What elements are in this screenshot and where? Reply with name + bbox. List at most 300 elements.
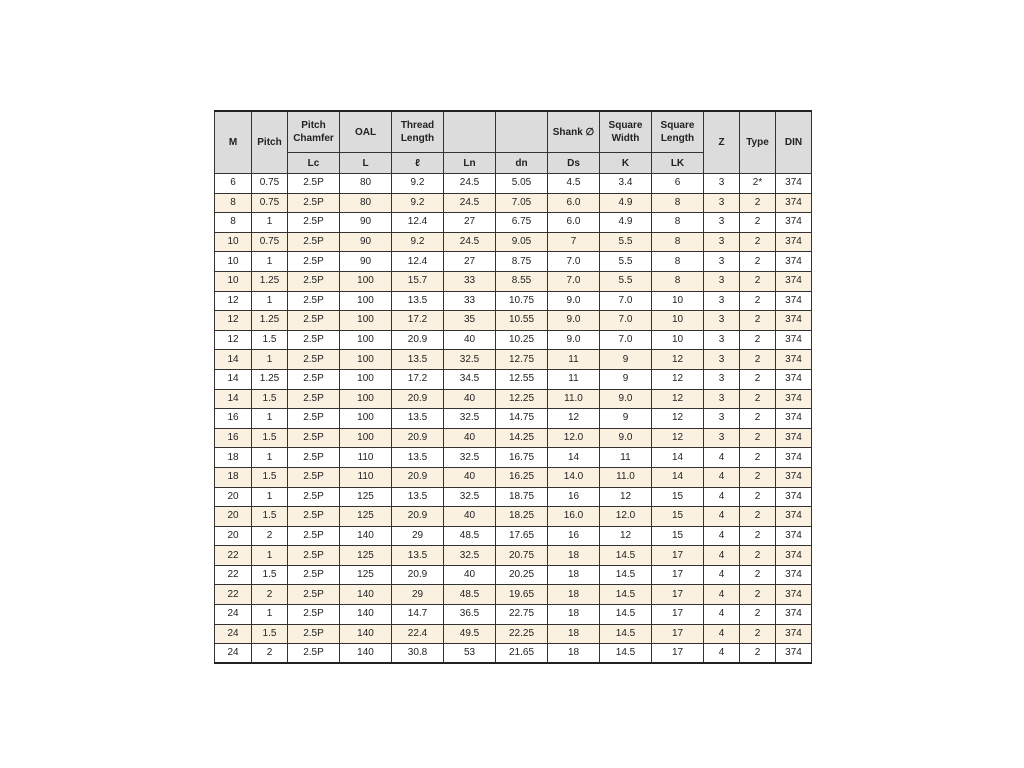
table-row bbox=[215, 448, 812, 468]
subheader-lk: LK bbox=[652, 153, 704, 174]
cell-dn: 12.55 bbox=[496, 369, 548, 389]
cell-square-length: 15 bbox=[652, 487, 704, 507]
table-row bbox=[215, 467, 812, 487]
cell-square-length: 14 bbox=[652, 467, 704, 487]
table-row bbox=[215, 546, 812, 566]
cell-thread-length: 20.9 bbox=[392, 507, 444, 527]
cell-din: 374 bbox=[776, 213, 812, 233]
table-row bbox=[215, 291, 812, 311]
cell-din: 374 bbox=[776, 350, 812, 370]
cell-pitch: 1 bbox=[252, 213, 288, 233]
cell-pitch: 1 bbox=[252, 487, 288, 507]
cell-thread-length: 20.9 bbox=[392, 330, 444, 350]
cell-pitch: 0.75 bbox=[252, 232, 288, 252]
cell-oal: 125 bbox=[340, 565, 392, 585]
cell-lc: 2.5P bbox=[288, 252, 340, 272]
cell-z: 3 bbox=[704, 291, 740, 311]
cell-pitch: 1.25 bbox=[252, 369, 288, 389]
cell-lc: 2.5P bbox=[288, 369, 340, 389]
cell-ln: 40 bbox=[444, 565, 496, 585]
cell-z: 3 bbox=[704, 428, 740, 448]
cell-thread-length: 9.2 bbox=[392, 232, 444, 252]
cell-m: 16 bbox=[215, 409, 252, 429]
cell-lc: 2.5P bbox=[288, 193, 340, 213]
cell-din: 374 bbox=[776, 252, 812, 272]
cell-lc: 2.5P bbox=[288, 448, 340, 468]
cell-lc: 2.5P bbox=[288, 467, 340, 487]
cell-z: 3 bbox=[704, 174, 740, 194]
cell-ln: 24.5 bbox=[444, 174, 496, 194]
cell-din: 374 bbox=[776, 271, 812, 291]
cell-square-width: 11 bbox=[600, 448, 652, 468]
cell-lc: 2.5P bbox=[288, 585, 340, 605]
cell-shank: 9.0 bbox=[548, 291, 600, 311]
cell-lc: 2.5P bbox=[288, 624, 340, 644]
cell-pitch: 1 bbox=[252, 448, 288, 468]
cell-pitch: 0.75 bbox=[252, 174, 288, 194]
cell-ln: 32.5 bbox=[444, 350, 496, 370]
cell-pitch: 1 bbox=[252, 252, 288, 272]
cell-z: 3 bbox=[704, 369, 740, 389]
cell-z: 4 bbox=[704, 487, 740, 507]
cell-oal: 110 bbox=[340, 448, 392, 468]
cell-m: 8 bbox=[215, 213, 252, 233]
cell-square-width: 14.5 bbox=[600, 585, 652, 605]
cell-thread-length: 20.9 bbox=[392, 389, 444, 409]
cell-square-width: 7.0 bbox=[600, 330, 652, 350]
cell-m: 22 bbox=[215, 565, 252, 585]
cell-din: 374 bbox=[776, 526, 812, 546]
cell-lc: 2.5P bbox=[288, 507, 340, 527]
cell-oal: 140 bbox=[340, 644, 392, 664]
header-z: Z bbox=[704, 111, 740, 174]
cell-pitch: 1.25 bbox=[252, 311, 288, 331]
table-row bbox=[215, 193, 812, 213]
cell-ln: 40 bbox=[444, 507, 496, 527]
cell-type: 2 bbox=[740, 644, 776, 664]
cell-type: 2 bbox=[740, 369, 776, 389]
cell-din: 374 bbox=[776, 428, 812, 448]
cell-pitch: 1 bbox=[252, 605, 288, 625]
cell-oal: 100 bbox=[340, 409, 392, 429]
cell-oal: 125 bbox=[340, 487, 392, 507]
cell-lc: 2.5P bbox=[288, 546, 340, 566]
cell-z: 3 bbox=[704, 213, 740, 233]
cell-square-width: 7.0 bbox=[600, 311, 652, 331]
cell-m: 24 bbox=[215, 624, 252, 644]
cell-shank: 16 bbox=[548, 526, 600, 546]
cell-type: 2* bbox=[740, 174, 776, 194]
cell-shank: 18 bbox=[548, 644, 600, 664]
cell-dn: 18.25 bbox=[496, 507, 548, 527]
cell-din: 374 bbox=[776, 467, 812, 487]
cell-thread-length: 17.2 bbox=[392, 369, 444, 389]
cell-square-length: 17 bbox=[652, 644, 704, 664]
cell-din: 374 bbox=[776, 369, 812, 389]
cell-pitch: 1 bbox=[252, 546, 288, 566]
cell-type: 2 bbox=[740, 565, 776, 585]
cell-thread-length: 13.5 bbox=[392, 409, 444, 429]
cell-dn: 20.75 bbox=[496, 546, 548, 566]
cell-ln: 35 bbox=[444, 311, 496, 331]
table-row bbox=[215, 213, 812, 233]
cell-z: 3 bbox=[704, 389, 740, 409]
cell-square-width: 7.0 bbox=[600, 291, 652, 311]
cell-dn: 21.65 bbox=[496, 644, 548, 664]
cell-pitch: 2 bbox=[252, 526, 288, 546]
cell-thread-length: 12.4 bbox=[392, 213, 444, 233]
cell-type: 2 bbox=[740, 330, 776, 350]
cell-dn: 7.05 bbox=[496, 193, 548, 213]
table-row bbox=[215, 409, 812, 429]
table-body bbox=[215, 174, 812, 664]
cell-pitch: 1 bbox=[252, 350, 288, 370]
table-row bbox=[215, 350, 812, 370]
cell-lc: 2.5P bbox=[288, 389, 340, 409]
cell-din: 374 bbox=[776, 448, 812, 468]
cell-m: 14 bbox=[215, 350, 252, 370]
cell-z: 4 bbox=[704, 644, 740, 664]
cell-shank: 6.0 bbox=[548, 213, 600, 233]
cell-dn: 22.75 bbox=[496, 605, 548, 625]
cell-type: 2 bbox=[740, 624, 776, 644]
cell-ln: 33 bbox=[444, 271, 496, 291]
cell-din: 374 bbox=[776, 585, 812, 605]
cell-lc: 2.5P bbox=[288, 311, 340, 331]
cell-z: 3 bbox=[704, 232, 740, 252]
cell-thread-length: 17.2 bbox=[392, 311, 444, 331]
cell-square-width: 12.0 bbox=[600, 507, 652, 527]
cell-square-length: 17 bbox=[652, 585, 704, 605]
cell-square-length: 8 bbox=[652, 193, 704, 213]
cell-dn: 14.25 bbox=[496, 428, 548, 448]
cell-din: 374 bbox=[776, 605, 812, 625]
cell-type: 2 bbox=[740, 311, 776, 331]
cell-shank: 7.0 bbox=[548, 271, 600, 291]
cell-thread-length: 20.9 bbox=[392, 428, 444, 448]
cell-oal: 125 bbox=[340, 507, 392, 527]
cell-pitch: 1.5 bbox=[252, 428, 288, 448]
cell-square-length: 17 bbox=[652, 605, 704, 625]
cell-lc: 2.5P bbox=[288, 174, 340, 194]
header-type: Type bbox=[740, 111, 776, 174]
cell-square-length: 12 bbox=[652, 409, 704, 429]
cell-type: 2 bbox=[740, 467, 776, 487]
cell-square-width: 4.9 bbox=[600, 213, 652, 233]
cell-lc: 2.5P bbox=[288, 291, 340, 311]
cell-dn: 20.25 bbox=[496, 565, 548, 585]
cell-square-width: 5.5 bbox=[600, 271, 652, 291]
table-row bbox=[215, 232, 812, 252]
header-pitch: Pitch bbox=[252, 111, 288, 174]
header-ln-blank bbox=[444, 111, 496, 153]
cell-z: 4 bbox=[704, 526, 740, 546]
cell-square-width: 11.0 bbox=[600, 467, 652, 487]
cell-pitch: 1 bbox=[252, 409, 288, 429]
cell-pitch: 1.5 bbox=[252, 389, 288, 409]
cell-ln: 32.5 bbox=[444, 546, 496, 566]
cell-type: 2 bbox=[740, 487, 776, 507]
cell-thread-length: 29 bbox=[392, 585, 444, 605]
cell-dn: 12.25 bbox=[496, 389, 548, 409]
header-dn-blank bbox=[496, 111, 548, 153]
cell-ln: 27 bbox=[444, 213, 496, 233]
cell-ln: 34.5 bbox=[444, 369, 496, 389]
cell-ln: 40 bbox=[444, 389, 496, 409]
cell-shank: 7.0 bbox=[548, 252, 600, 272]
table-row bbox=[215, 624, 812, 644]
cell-thread-length: 13.5 bbox=[392, 546, 444, 566]
cell-square-width: 14.5 bbox=[600, 565, 652, 585]
cell-dn: 12.75 bbox=[496, 350, 548, 370]
cell-dn: 14.75 bbox=[496, 409, 548, 429]
cell-thread-length: 22.4 bbox=[392, 624, 444, 644]
cell-shank: 18 bbox=[548, 624, 600, 644]
cell-m: 6 bbox=[215, 174, 252, 194]
cell-square-width: 14.5 bbox=[600, 644, 652, 664]
cell-square-length: 10 bbox=[652, 311, 704, 331]
cell-din: 374 bbox=[776, 174, 812, 194]
cell-pitch: 1.5 bbox=[252, 467, 288, 487]
subheader-lc: Lc bbox=[288, 153, 340, 174]
cell-z: 4 bbox=[704, 624, 740, 644]
cell-thread-length: 9.2 bbox=[392, 174, 444, 194]
cell-dn: 18.75 bbox=[496, 487, 548, 507]
cell-pitch: 1.5 bbox=[252, 565, 288, 585]
cell-square-length: 15 bbox=[652, 507, 704, 527]
cell-square-length: 17 bbox=[652, 624, 704, 644]
cell-z: 3 bbox=[704, 409, 740, 429]
cell-ln: 40 bbox=[444, 330, 496, 350]
cell-square-width: 3.4 bbox=[600, 174, 652, 194]
cell-square-width: 9 bbox=[600, 350, 652, 370]
cell-dn: 8.75 bbox=[496, 252, 548, 272]
cell-shank: 16.0 bbox=[548, 507, 600, 527]
cell-oal: 100 bbox=[340, 291, 392, 311]
cell-square-length: 8 bbox=[652, 232, 704, 252]
cell-z: 3 bbox=[704, 330, 740, 350]
cell-m: 8 bbox=[215, 193, 252, 213]
cell-dn: 10.25 bbox=[496, 330, 548, 350]
table-row bbox=[215, 174, 812, 194]
cell-shank: 18 bbox=[548, 585, 600, 605]
cell-oal: 100 bbox=[340, 350, 392, 370]
cell-dn: 10.75 bbox=[496, 291, 548, 311]
cell-square-length: 12 bbox=[652, 389, 704, 409]
cell-thread-length: 13.5 bbox=[392, 350, 444, 370]
cell-pitch: 2 bbox=[252, 585, 288, 605]
table-row bbox=[215, 507, 812, 527]
cell-m: 24 bbox=[215, 644, 252, 664]
cell-din: 374 bbox=[776, 644, 812, 664]
table-row bbox=[215, 526, 812, 546]
cell-lc: 2.5P bbox=[288, 232, 340, 252]
cell-type: 2 bbox=[740, 193, 776, 213]
table-row bbox=[215, 389, 812, 409]
cell-type: 2 bbox=[740, 507, 776, 527]
cell-shank: 18 bbox=[548, 565, 600, 585]
cell-type: 2 bbox=[740, 350, 776, 370]
cell-type: 2 bbox=[740, 428, 776, 448]
cell-dn: 9.05 bbox=[496, 232, 548, 252]
subheader-l: L bbox=[340, 153, 392, 174]
cell-ln: 24.5 bbox=[444, 193, 496, 213]
cell-dn: 22.25 bbox=[496, 624, 548, 644]
cell-square-width: 4.9 bbox=[600, 193, 652, 213]
subheader-k: K bbox=[600, 153, 652, 174]
cell-shank: 7 bbox=[548, 232, 600, 252]
cell-oal: 110 bbox=[340, 467, 392, 487]
cell-shank: 14.0 bbox=[548, 467, 600, 487]
cell-shank: 18 bbox=[548, 605, 600, 625]
cell-shank: 18 bbox=[548, 546, 600, 566]
cell-pitch: 0.75 bbox=[252, 193, 288, 213]
cell-dn: 5.05 bbox=[496, 174, 548, 194]
cell-type: 2 bbox=[740, 271, 776, 291]
cell-m: 22 bbox=[215, 546, 252, 566]
cell-thread-length: 30.8 bbox=[392, 644, 444, 664]
cell-dn: 10.55 bbox=[496, 311, 548, 331]
table-row bbox=[215, 487, 812, 507]
cell-m: 14 bbox=[215, 369, 252, 389]
table-row bbox=[215, 585, 812, 605]
cell-lc: 2.5P bbox=[288, 428, 340, 448]
cell-type: 2 bbox=[740, 585, 776, 605]
cell-dn: 6.75 bbox=[496, 213, 548, 233]
cell-square-length: 8 bbox=[652, 271, 704, 291]
cell-ln: 36.5 bbox=[444, 605, 496, 625]
cell-oal: 90 bbox=[340, 252, 392, 272]
cell-shank: 9.0 bbox=[548, 330, 600, 350]
cell-square-length: 10 bbox=[652, 330, 704, 350]
cell-dn: 8.55 bbox=[496, 271, 548, 291]
cell-din: 374 bbox=[776, 232, 812, 252]
subheader-ln: Ln bbox=[444, 153, 496, 174]
cell-oal: 125 bbox=[340, 546, 392, 566]
cell-thread-length: 13.5 bbox=[392, 487, 444, 507]
cell-m: 14 bbox=[215, 389, 252, 409]
cell-oal: 100 bbox=[340, 428, 392, 448]
cell-square-width: 5.5 bbox=[600, 252, 652, 272]
cell-type: 2 bbox=[740, 448, 776, 468]
cell-z: 4 bbox=[704, 467, 740, 487]
cell-square-length: 12 bbox=[652, 350, 704, 370]
cell-type: 2 bbox=[740, 232, 776, 252]
cell-ln: 40 bbox=[444, 467, 496, 487]
cell-z: 4 bbox=[704, 448, 740, 468]
subheader-ds: Ds bbox=[548, 153, 600, 174]
cell-type: 2 bbox=[740, 526, 776, 546]
cell-din: 374 bbox=[776, 624, 812, 644]
header-shank: Shank ∅ bbox=[548, 111, 600, 153]
cell-square-width: 5.5 bbox=[600, 232, 652, 252]
cell-z: 4 bbox=[704, 565, 740, 585]
header-square-length: Square Length bbox=[652, 111, 704, 153]
cell-square-width: 9 bbox=[600, 369, 652, 389]
cell-m: 18 bbox=[215, 448, 252, 468]
cell-oal: 140 bbox=[340, 624, 392, 644]
table-row bbox=[215, 369, 812, 389]
cell-ln: 49.5 bbox=[444, 624, 496, 644]
cell-lc: 2.5P bbox=[288, 605, 340, 625]
cell-pitch: 1 bbox=[252, 291, 288, 311]
cell-square-width: 9 bbox=[600, 409, 652, 429]
cell-m: 18 bbox=[215, 467, 252, 487]
cell-dn: 16.25 bbox=[496, 467, 548, 487]
cell-lc: 2.5P bbox=[288, 487, 340, 507]
cell-ln: 27 bbox=[444, 252, 496, 272]
cell-square-length: 12 bbox=[652, 428, 704, 448]
cell-lc: 2.5P bbox=[288, 213, 340, 233]
cell-square-length: 10 bbox=[652, 291, 704, 311]
table-row bbox=[215, 605, 812, 625]
cell-type: 2 bbox=[740, 213, 776, 233]
cell-m: 20 bbox=[215, 487, 252, 507]
cell-square-width: 12 bbox=[600, 487, 652, 507]
cell-ln: 32.5 bbox=[444, 487, 496, 507]
cell-lc: 2.5P bbox=[288, 565, 340, 585]
cell-oal: 90 bbox=[340, 232, 392, 252]
cell-m: 10 bbox=[215, 271, 252, 291]
table-row bbox=[215, 644, 812, 664]
cell-thread-length: 15.7 bbox=[392, 271, 444, 291]
cell-dn: 16.75 bbox=[496, 448, 548, 468]
header-square-width: Square Width bbox=[600, 111, 652, 153]
table-row bbox=[215, 311, 812, 331]
cell-shank: 9.0 bbox=[548, 311, 600, 331]
cell-lc: 2.5P bbox=[288, 330, 340, 350]
cell-z: 4 bbox=[704, 585, 740, 605]
cell-din: 374 bbox=[776, 546, 812, 566]
cell-oal: 100 bbox=[340, 311, 392, 331]
cell-type: 2 bbox=[740, 389, 776, 409]
cell-oal: 80 bbox=[340, 174, 392, 194]
cell-oal: 80 bbox=[340, 193, 392, 213]
cell-ln: 33 bbox=[444, 291, 496, 311]
table-row bbox=[215, 252, 812, 272]
cell-square-length: 14 bbox=[652, 448, 704, 468]
table-row bbox=[215, 330, 812, 350]
cell-m: 10 bbox=[215, 232, 252, 252]
cell-square-width: 9.0 bbox=[600, 428, 652, 448]
cell-square-width: 9.0 bbox=[600, 389, 652, 409]
cell-shank: 4.5 bbox=[548, 174, 600, 194]
cell-lc: 2.5P bbox=[288, 409, 340, 429]
cell-pitch: 1.5 bbox=[252, 624, 288, 644]
cell-thread-length: 20.9 bbox=[392, 565, 444, 585]
cell-din: 374 bbox=[776, 291, 812, 311]
cell-shank: 12 bbox=[548, 409, 600, 429]
cell-m: 12 bbox=[215, 291, 252, 311]
cell-ln: 32.5 bbox=[444, 409, 496, 429]
cell-z: 3 bbox=[704, 271, 740, 291]
cell-din: 374 bbox=[776, 193, 812, 213]
cell-square-length: 17 bbox=[652, 546, 704, 566]
cell-din: 374 bbox=[776, 389, 812, 409]
cell-z: 3 bbox=[704, 350, 740, 370]
table-row bbox=[215, 428, 812, 448]
cell-square-width: 12 bbox=[600, 526, 652, 546]
cell-din: 374 bbox=[776, 565, 812, 585]
cell-din: 374 bbox=[776, 409, 812, 429]
cell-square-width: 14.5 bbox=[600, 624, 652, 644]
cell-type: 2 bbox=[740, 409, 776, 429]
cell-shank: 6.0 bbox=[548, 193, 600, 213]
header-thread-length: Thread Length bbox=[392, 111, 444, 153]
cell-oal: 140 bbox=[340, 605, 392, 625]
cell-shank: 11 bbox=[548, 350, 600, 370]
cell-ln: 40 bbox=[444, 428, 496, 448]
